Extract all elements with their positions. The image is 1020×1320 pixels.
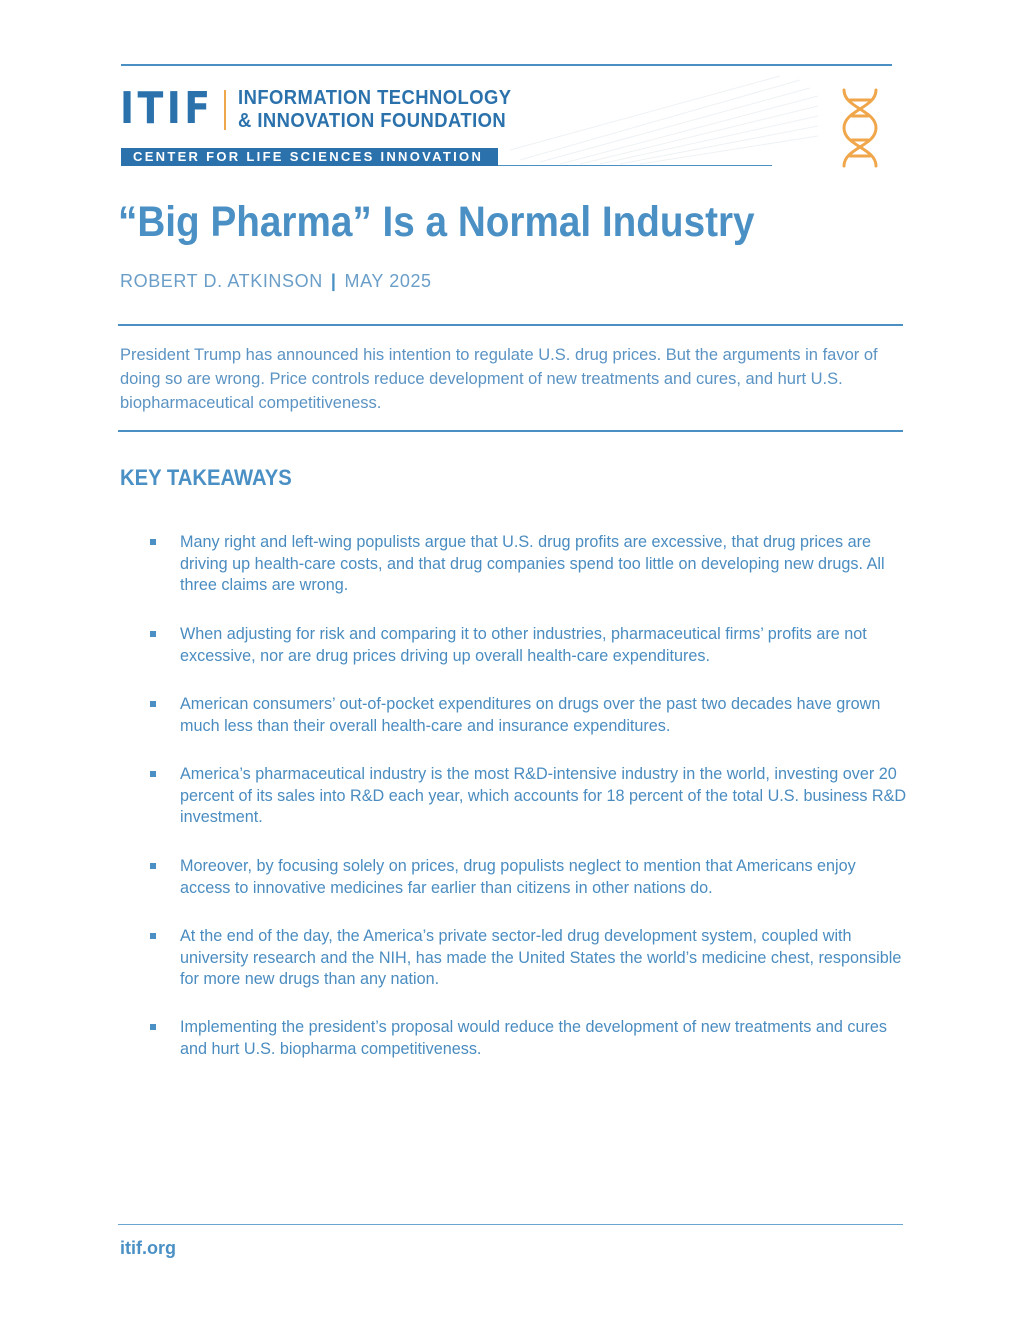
itif-logo-wordmark: ITIF (120, 83, 214, 134)
square-bullet-icon (150, 863, 156, 869)
org-name-line1: INFORMATION TECHNOLOGY (238, 87, 512, 109)
byline-separator: | (330, 271, 337, 291)
takeaway-text: Moreover, by focusing solely on prices, drug populists neglect to mention that Americans enjoy access to innovative medicines far earlier than citizens in other nations do. (180, 857, 856, 897)
takeaway-text: Many right and left-wing populists argue that U.S. drug profits are excessive, that drug prices are driving up health-care costs, and that drug companies spend too little on developing new drugs. All three claims are wrong. (180, 533, 885, 595)
footer-rule (118, 1224, 903, 1225)
square-bullet-icon (150, 539, 156, 545)
center-label: CENTER FOR LIFE SCIENCES INNOVATION (121, 148, 498, 166)
square-bullet-icon (150, 1024, 156, 1030)
takeaway-text: Implementing the president’s proposal would reduce the development of new treatments and cures and hurt U.S. biopharma competitiveness. (180, 1018, 887, 1058)
takeaway-text: At the end of the day, the America’s private sector-led drug development system, coupled with university research and the NIH, has made the United States the world’s medicine chest, responsible for more new drugs than any nation. (180, 927, 902, 989)
org-name-line2: & INNOVATION FOUNDATION (238, 110, 507, 132)
takeaway-text: America’s pharmaceutical industry is the most R&D-intensive industry in the world, investing over 20 percent of its sales into R&D each year, which accounts for 18 percent of the total U.S. business R&D investment. (180, 765, 907, 827)
summary-paragraph: President Trump has announced his intention to regulate U.S. drug prices. But the arguments in favor of doing so are wrong. Price controls reduce development of new treatments and cures, and hurt U.S. biopharmaceutical competitiveness. (120, 346, 878, 412)
document-title: “Big Pharma” Is a Normal Industry (118, 198, 755, 246)
square-bullet-icon (150, 631, 156, 637)
footer-website-link[interactable]: itif.org (120, 1238, 176, 1258)
takeaway-text: American consumers’ out-of-pocket expenditures on drugs over the past two decades have grown much less than their overall health-care and insurance expenditures. (180, 695, 881, 735)
square-bullet-icon (150, 771, 156, 777)
author: ROBERT D. ATKINSON (120, 271, 323, 291)
key-takeaways-heading: KEY TAKEAWAYS (120, 465, 292, 490)
square-bullet-icon (150, 701, 156, 707)
takeaway-text: When adjusting for risk and comparing it to other industries, pharmaceutical firms’ profits are not excessive, nor are drug prices driving up overall health-care expenditures. (180, 625, 867, 665)
publication-date: MAY 2025 (344, 271, 432, 291)
square-bullet-icon (150, 933, 156, 939)
